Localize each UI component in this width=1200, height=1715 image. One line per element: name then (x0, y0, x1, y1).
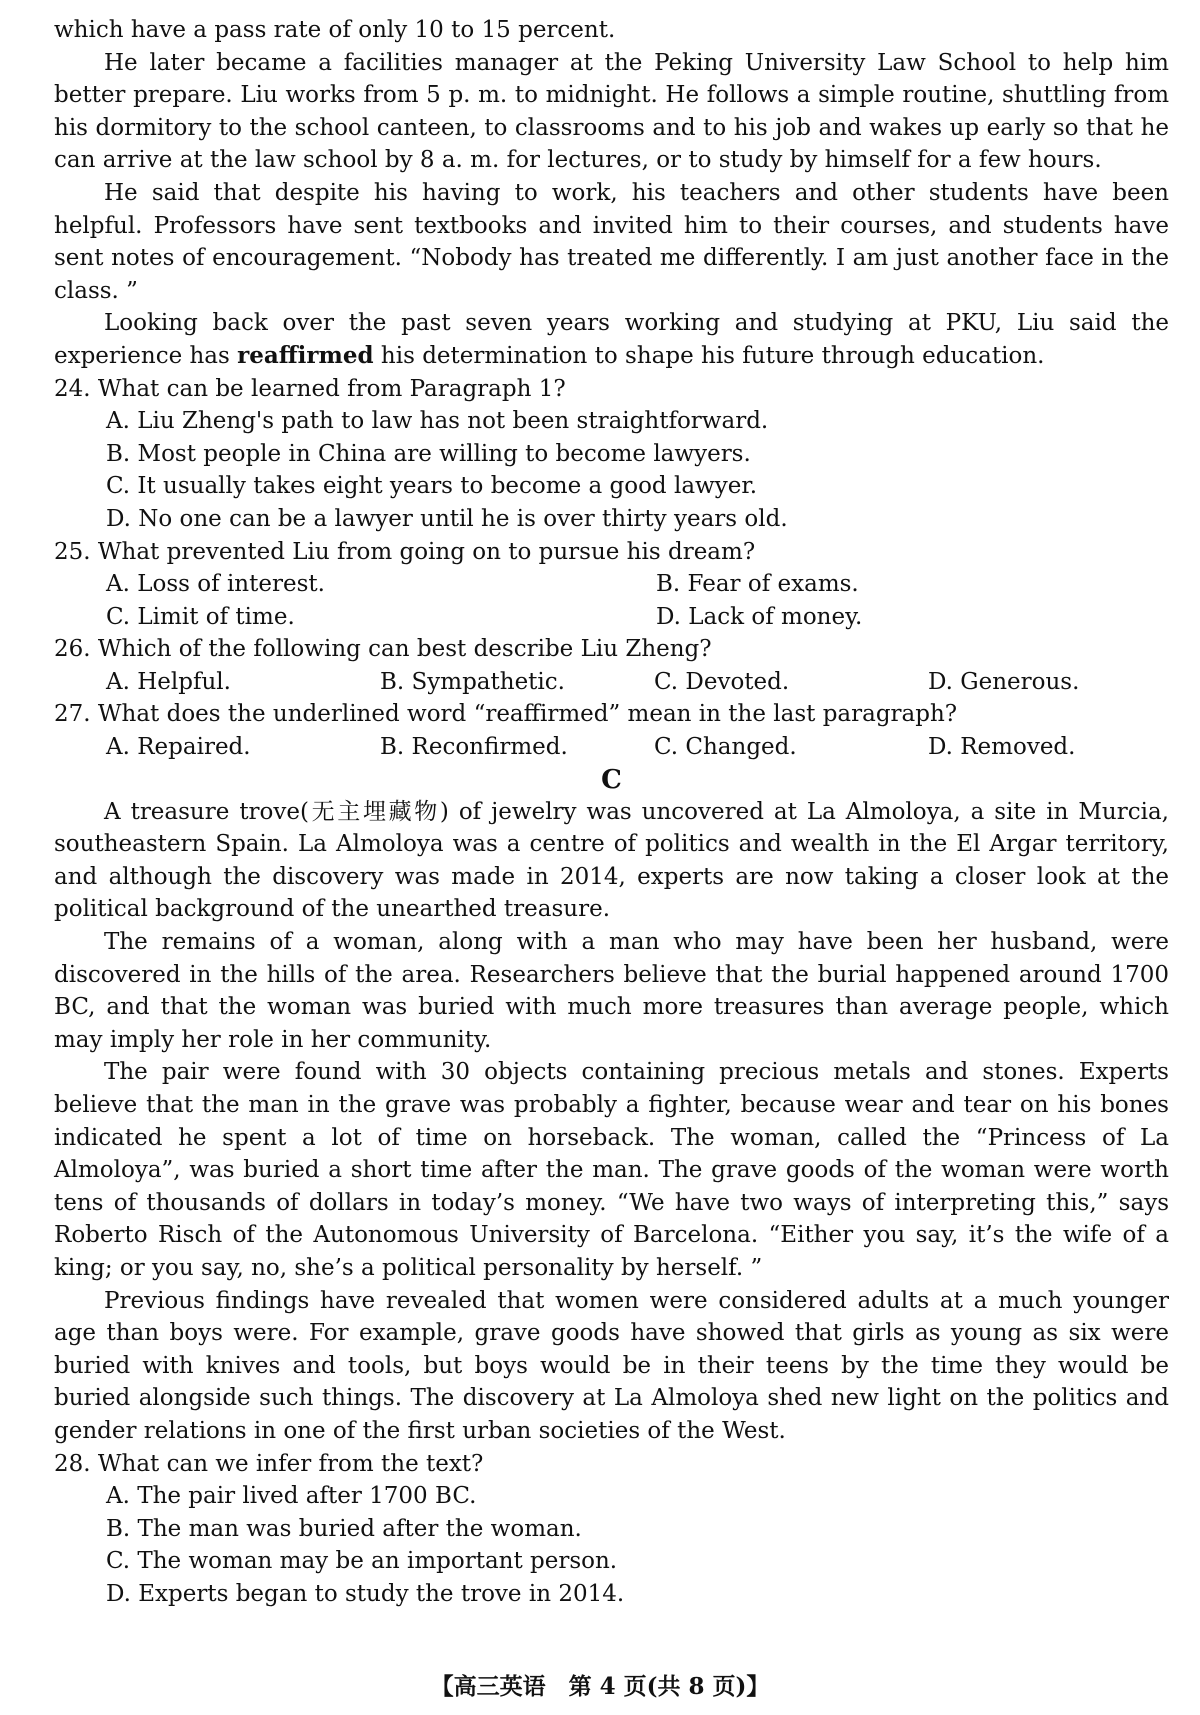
question-25-stem: 25. What prevented Liu from going on to pursue his dream? (54, 538, 756, 565)
question-24-option-a: A. Liu Zheng's path to law has not been straightforward. (106, 408, 769, 435)
section-c-paragraph-1: A treasure trove(无主埋藏物) of jewelry was uncovered at La Almoloya, a site in Murcia, southeastern Spain. La Almoloya was a centre of politics and wealth in the El Argar territory, and although the discovery was made in 2014, experts are now taking a closer look at the political background of the unearthed treasure. (54, 798, 1169, 923)
question-25-option-b: B. Fear of exams. (656, 571, 859, 598)
question-26-option-a: A. Helpful. (106, 668, 231, 695)
question-27-option-a: A. Repaired. (106, 734, 251, 761)
question-28-option-c: C. The woman may be an important person. (106, 1548, 618, 1575)
question-28 (54, 1448, 1169, 1611)
question-26-option-c: C. Devoted. (654, 668, 790, 695)
question-24-option-c: C. It usually takes eight years to become a good lawyer. (106, 473, 758, 500)
question-25-options (54, 568, 1169, 633)
question-24-options (54, 405, 1169, 535)
section-c-title: C (601, 764, 622, 795)
question-26-option-b: B. Sympathetic. (380, 668, 565, 695)
question-27 (54, 698, 1169, 763)
question-24 (54, 373, 1169, 536)
question-28-stem: 28. What can we infer from the text? (54, 1450, 484, 1477)
question-24-option-d: D. No one can be a lawyer until he is over thirty years old. (106, 505, 788, 532)
question-28-options (54, 1480, 1169, 1610)
question-27-option-d: D. Removed. (928, 734, 1076, 761)
question-26-stem: 26. Which of the following can best describe Liu Zheng? (54, 636, 712, 663)
question-25-option-a: A. Loss of interest. (106, 571, 325, 598)
passage-b-continuation: which have a pass rate of only 10 to 15 percent. (54, 17, 616, 43)
passage-b-paragraph-4 (54, 307, 1169, 372)
question-28-option-b: B. The man was buried after the woman. (106, 1515, 582, 1542)
question-27-option-c: C. Changed. (654, 734, 797, 761)
question-27-option-b: B. Reconfirmed. (380, 734, 568, 761)
question-25-option-c: C. Limit of time. (106, 603, 295, 630)
paragraph-4-text-after: his determination to shape his future through education. (373, 342, 1045, 369)
question-25 (54, 536, 1169, 634)
passage-b-paragraph-2: He later became a facilities manager at the Peking University Law School to help him better prepare. Liu works from 5 p. m. to midnight. He follows a simple routine, shuttling from his dormitory to the school canteen, to classrooms and to his job and wakes up early so that he can arrive at the law school by 8 a. m. for lectures, or to study by himself for a few hours. (54, 49, 1169, 174)
passage-b-paragraph-3: He said that despite his having to work, his teachers and other students have been helpful. Professors have sent textbooks and invited him to their courses, and students have sent notes of encouragement. “Nobody has treated me differently. I am just another face in the class. ” (54, 179, 1169, 304)
question-26-options (54, 666, 1169, 699)
question-26-option-d: D. Generous. (928, 668, 1080, 695)
question-25-option-d: D. Lack of money. (656, 603, 863, 630)
exam-page (54, 14, 1169, 1611)
page-footer: 【高三英语 第 4 页(共 8 页)】 (430, 1673, 770, 1700)
question-27-stem: 27. What does the underlined word “reaffirmed” mean in the last paragraph? (54, 701, 958, 728)
question-27-options (54, 731, 1169, 764)
paragraph-4-text-before: Looking back over the past seven years working and studying at PKU, Liu said the experience has (54, 310, 1169, 369)
question-28-option-d: D. Experts began to study the trove in 2014. (106, 1580, 625, 1607)
question-28-option-a: A. The pair lived after 1700 BC. (106, 1483, 477, 1510)
section-c-paragraph-4: Previous findings have revealed that women were considered adults at a much younger age than boys were. For example, grave goods have showed that girls as young as six were buried with knives and tools, but boys would be in their teens by the time they would be buried alongside such things. The discovery at La Almoloya shed new light on the politics and gender relations in one of the first urban societies of the West. (54, 1287, 1169, 1444)
reaffirmed-keyword: reaffirmed (237, 341, 374, 369)
question-24-stem: 24. What can be learned from Paragraph 1? (54, 375, 566, 402)
section-c-paragraph-2: The remains of a woman, along with a man who may have been her husband, were discovered in the hills of the area. Researchers believe that the burial happened around 1700 BC, and that the woman was buried with much more treasures than average people, which may imply her role in her community. (54, 929, 1169, 1053)
question-24-option-b: B. Most people in China are willing to become lawyers. (106, 440, 751, 467)
section-c-paragraph-3: The pair were found with 30 objects containing precious metals and stones. Experts believe that the man in the grave was probably a fighter, because wear and tear on his bones indicated he spent a lot of time on horseback. The woman, called the “Princess of La Almoloya”, was buried a short time after the man. The grave goods of the woman were worth tens of thousands of dollars in today’s money. “We have two ways of interpreting this,” says Roberto Risch of the Autonomous University of Barcelona. “Either you say, it’s the wife of a king; or you say, no, she’s a political personality by herself. ” (54, 1059, 1169, 1281)
question-26 (54, 633, 1169, 698)
